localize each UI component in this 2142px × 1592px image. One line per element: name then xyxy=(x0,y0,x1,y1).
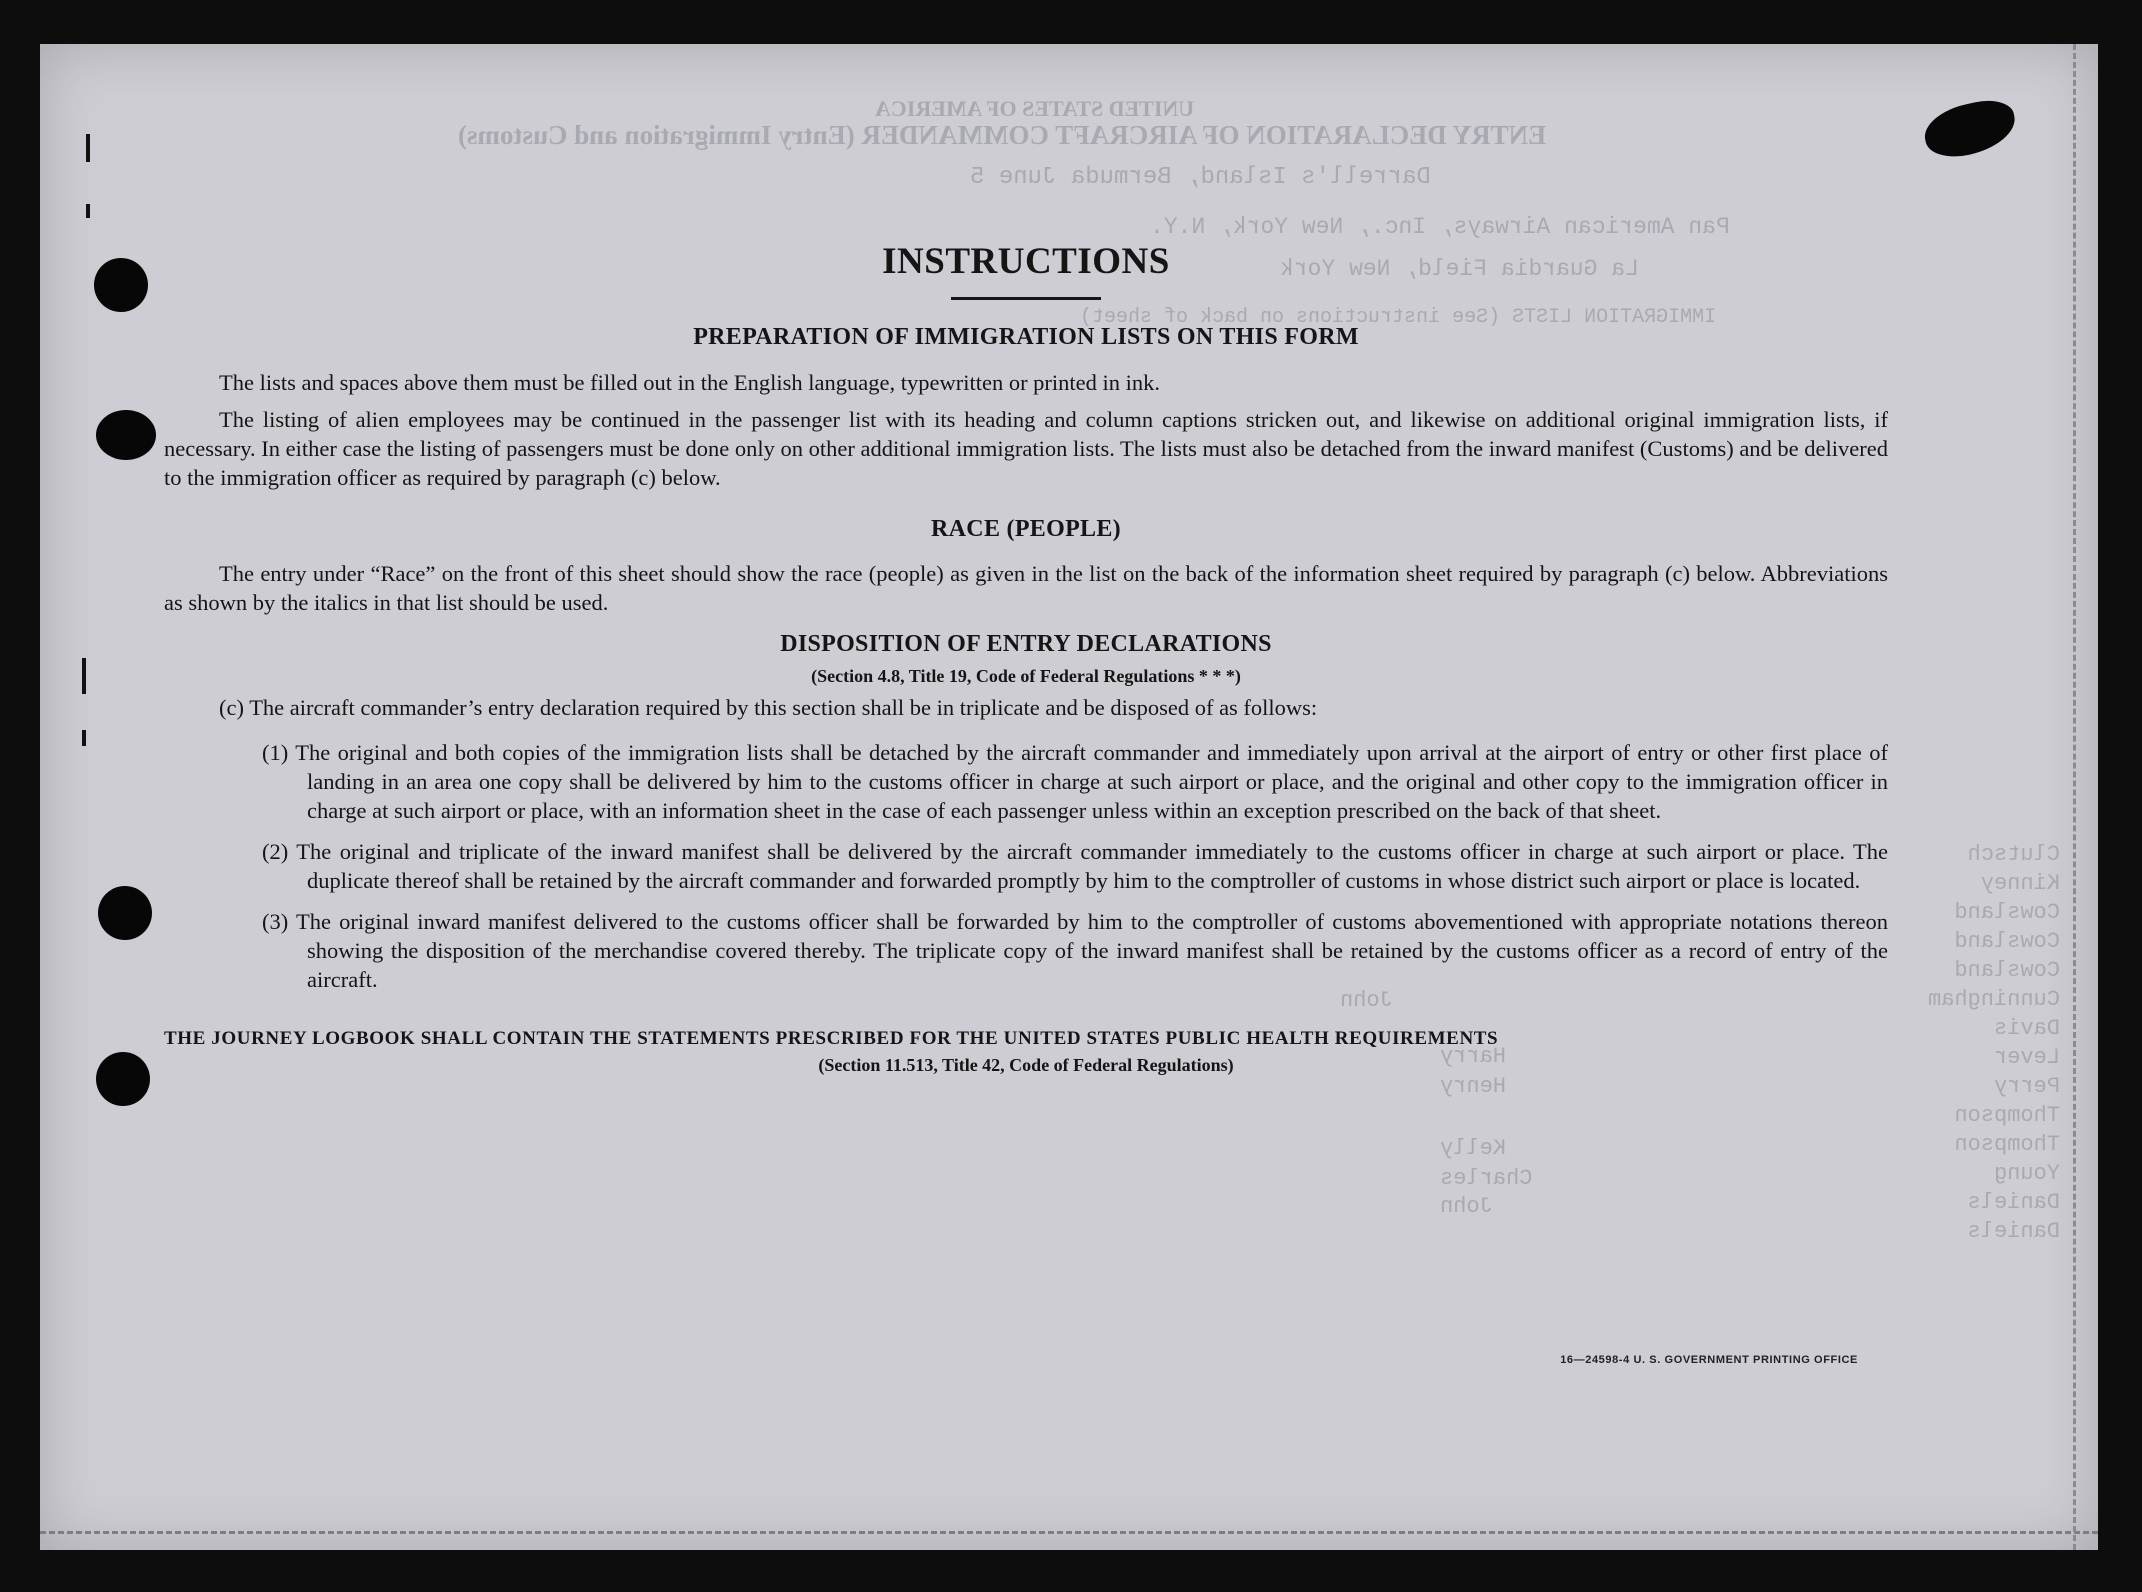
page-edge-bottom xyxy=(40,1531,2098,1534)
bleed-name: Thompson xyxy=(1954,1103,2060,1128)
disposition-intro: (c) The aircraft commander’s entry declaration required by this section shall be in triplicate and be disposed of as follows: xyxy=(219,695,1318,720)
page-edge-right xyxy=(2073,44,2076,1550)
instructions-body xyxy=(164,240,1888,1076)
section-heading-lists: PREPARATION OF IMMIGRATION LISTS ON THIS FORM xyxy=(693,324,1359,350)
bleed-mid: Henry xyxy=(1440,1074,1507,1099)
punch-hole xyxy=(98,886,152,940)
bleed-mid: Kelly xyxy=(1440,1136,1507,1161)
health-requirements-citation: (Section 11.513, Title 42, Code of Federal Regulations) xyxy=(818,1055,1234,1075)
bleed-through-names xyxy=(1920,840,2060,1246)
disposition-item-1: (1) The original and both copies of the immigration lists shall be detached by the aircraft commander and immediately upon arrival at the airport of entry or other first place of landing in an area one copy shall be delivered by him to the customs officer in charge at such airport or place, and the original and other copy to the immigration officer in charge at such airport or place, with an information sheet in the case of each passenger unless within an exception prescribed on the back of that sheet. xyxy=(262,740,1888,823)
bleed-name: Lever xyxy=(1993,1045,2060,1070)
margin-mark xyxy=(82,658,86,694)
bleed-name: Kinney xyxy=(1980,871,2060,896)
punch-hole xyxy=(96,410,156,460)
disposition-item-3: (3) The original inward manifest delivered to the customs officer shall be forwarded by him to the comptroller of customs abovementioned with appropriate notations thereon showing the disposition of the merchandise covered thereby. The triplicate copy of the inward manifest shall be retained by the customs officer as a record of entry of the aircraft. xyxy=(262,909,1888,992)
bleed-mid: John xyxy=(1440,1194,1493,1219)
race-paragraph: The entry under “Race” on the front of this sheet should show the race (people) as given in the list on the back of the information sheet required by paragraph (c) below. Abbreviations as shown by the italics in that list should be used. xyxy=(164,561,1888,615)
bleed-through-line3: Darrell's Island, Bermuda June 5 xyxy=(970,164,1431,191)
printer-imprint: 16—24598-4 U. S. GOVERNMENT PRINTING OFFICE xyxy=(1560,1354,1858,1366)
bleed-through-line5: La Guardia Field, New York xyxy=(1280,256,1639,282)
lists-paragraph-2: The listing of alien employees may be continued in the passenger list with its heading and column captions stricken out, and likewise on additional original immigration lists, if necessary. In either case the listing of passengers must be done only on other additional immigration lists. The lists must also be detached from the inward manifest (Customs) and be delivered to the immigration officer as required by paragraph (c) below. xyxy=(164,407,1888,490)
bleed-name: Cowsland xyxy=(1954,929,2060,954)
disposition-item-2: (2) The original and triplicate of the inward manifest shall be delivered by the aircraft commander immediately to the customs officer in charge at such airport or place. The duplicate thereof shall be retained by the aircraft commander and forwarded promptly by him to the comptroller of customs in whose district such airport or place is located. xyxy=(262,839,1888,893)
margin-mark xyxy=(86,134,90,162)
health-requirements-statement: THE JOURNEY LOGBOOK SHALL CONTAIN THE STATEMENTS PRESCRIBED FOR THE UNITED STATES PUBLIC HEALTH REQUIREMENTS xyxy=(164,1028,1499,1049)
bleed-name: Cowsland xyxy=(1954,958,2060,983)
margin-mark xyxy=(86,204,90,218)
bleed-name: Cunningham xyxy=(1927,987,2060,1012)
bleed-through-line4: Pan American Airways, Inc., New York, N.Y. xyxy=(1150,214,1730,240)
punch-hole xyxy=(94,258,148,312)
bleed-mid: Harry xyxy=(1440,1044,1507,1069)
page-title: INSTRUCTIONS xyxy=(882,241,1170,282)
section-heading-race: RACE (PEOPLE) xyxy=(931,516,1121,542)
bleed-name: Perry xyxy=(1993,1074,2060,1099)
bleed-name: Clutsch xyxy=(1967,842,2060,867)
lists-paragraph-1: The lists and spaces above them must be filled out in the English language, typewritten or printed in ink. xyxy=(219,370,1161,395)
bleed-name: Daniels xyxy=(1967,1190,2060,1215)
bleed-name: Daniels xyxy=(1967,1219,2060,1244)
bleed-name: Cowsland xyxy=(1954,900,2060,925)
bleed-name: Davis xyxy=(1993,1016,2060,1041)
bleed-name: Young xyxy=(1993,1161,2060,1186)
bleed-through-line6: IMMIGRATION LISTS (See instructions on back of sheet) xyxy=(1080,306,1717,329)
ink-blot xyxy=(1920,95,2020,163)
bleed-mid: John xyxy=(1340,988,1393,1013)
bleed-through-line1: UNITED STATES OF AMERICA xyxy=(875,96,1195,121)
margin-mark xyxy=(82,730,86,746)
bleed-through-line2: ENTRY DECLARATION OF AIRCRAFT COMMANDER (Entry Immigration and Customs) xyxy=(458,120,1547,150)
bleed-name: Thompson xyxy=(1954,1132,2060,1157)
disposition-citation: (Section 4.8, Title 19, Code of Federal Regulations * * *) xyxy=(811,666,1241,686)
punch-hole xyxy=(96,1052,150,1106)
bleed-mid: Charles xyxy=(1440,1166,1533,1191)
section-heading-disposition: DISPOSITION OF ENTRY DECLARATIONS xyxy=(780,631,1272,657)
